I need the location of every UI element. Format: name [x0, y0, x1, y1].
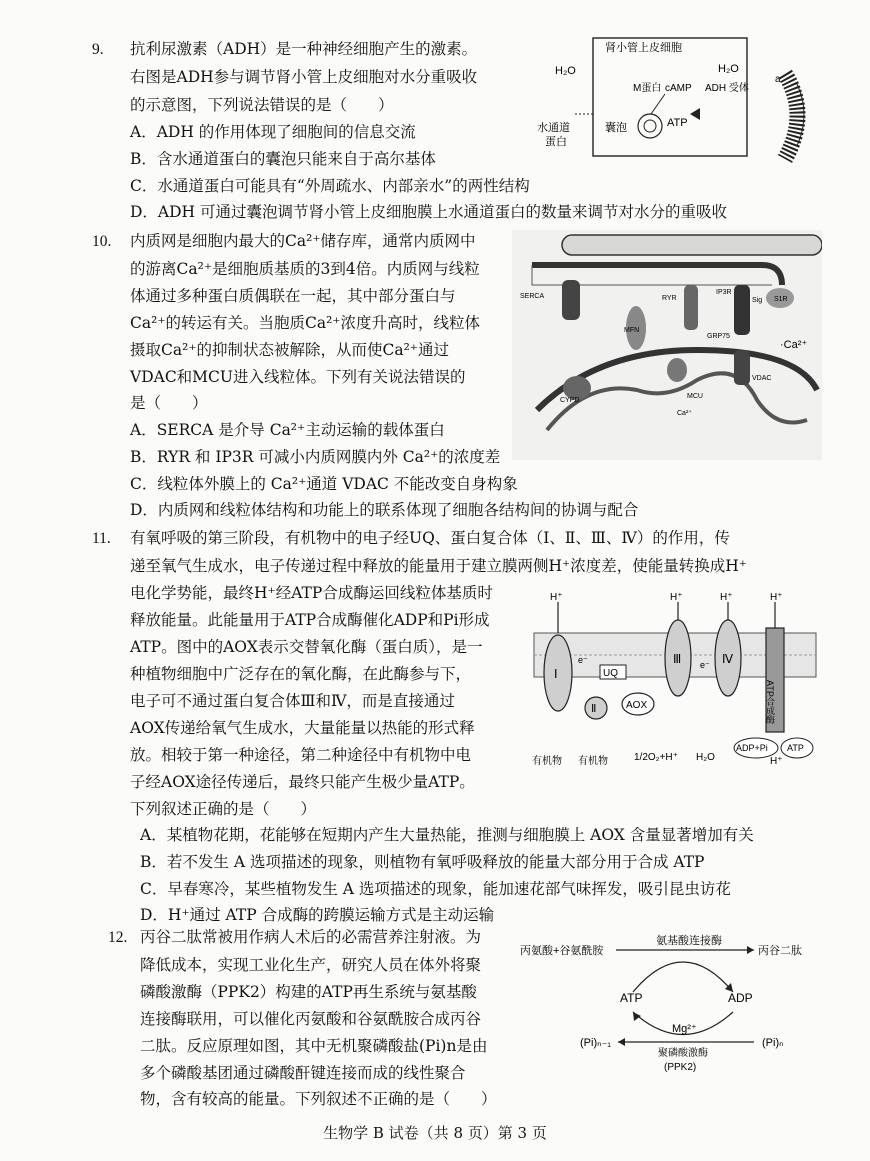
q10-option-a: A．SERCA 是介导 Ca²⁺主动运输的载体蛋白 — [130, 421, 445, 439]
top-arc — [633, 962, 733, 992]
ca-label: Ca²⁺ — [677, 410, 692, 417]
q9-adh-figure — [535, 34, 835, 164]
h2o-right-label: H₂O — [718, 63, 739, 75]
q9-stem-line2: 右图是ADH参与调节肾小管上皮细胞对水分重吸收 — [130, 68, 478, 86]
cell-label: 肾小管上皮细胞 — [605, 42, 682, 54]
q10-option-d: D．内质网和线粒体结构和功能上的联系体现了细胞各结构间的协调与配合 — [130, 501, 639, 519]
h2o-label: H₂O — [696, 752, 715, 763]
q9-stem-line3: 的示意图，下列说法错误的是（ ） — [130, 96, 394, 114]
grp75-label: GRP75 — [707, 333, 730, 340]
pi-n-label: (Pi)ₙ — [762, 1037, 784, 1049]
ip3r-shape — [734, 285, 750, 335]
q12-stem-line7: 物，含有较高的能量。下列叙述不正确的是（ ） — [140, 1090, 497, 1108]
signal-arrow — [651, 94, 665, 114]
q10-stem-line5: 摄取Ca²⁺的抑制状态被解除，从而使Ca²⁺通过 — [130, 341, 449, 359]
h-label-3: H⁺ — [670, 592, 683, 603]
complex-4-label: Ⅳ — [722, 652, 734, 666]
h-label-out: H⁺ — [770, 756, 783, 767]
q10-stem-line1: 内质网是细胞内最大的Ca²⁺储存库，通常内质网中 — [130, 232, 476, 250]
q11-etc-figure — [530, 588, 830, 770]
vesicle-shape — [638, 114, 662, 138]
q10-option-c: C．线粒体外膜上的 Ca²⁺通道 VDAC 不能改变自身构象 — [130, 475, 518, 493]
q10-stem-line7: 是（ ） — [130, 394, 208, 412]
adp-pi-label: ADP+Pi — [736, 743, 768, 753]
receptor-shape — [690, 108, 700, 120]
q10-er-mito-figure — [512, 230, 822, 460]
q9-stem-line1: 抗利尿激素（ADH）是一种神经细胞产生的激素。 — [130, 40, 478, 58]
complex-2-label: Ⅱ — [591, 703, 597, 715]
cypd-label: CYPD — [560, 397, 580, 404]
q11-stem-line1: 有氧呼吸的第三阶段，有机物中的电子经UQ、蛋白复合体（Ⅰ、Ⅱ、Ⅲ、Ⅳ）的作用，传 — [130, 529, 730, 547]
vesicle-inner — [644, 120, 656, 132]
top-arrowhead — [747, 946, 754, 954]
vdac-shape — [734, 350, 750, 385]
adp-label: ADP — [728, 991, 753, 1005]
q11-stem-line3: 电化学势能，最终H⁺经ATP合成酶运回线粒体基质时 — [130, 584, 493, 602]
q9-option-a: A．ADH 的作用体现了细胞间的信息交流 — [130, 123, 416, 141]
er-tube-top — [562, 235, 822, 255]
q9-option-d: D．ADH 可通过囊泡调节肾小管上皮细胞膜上水通道蛋白的数量来调节对水分的重吸收 — [130, 203, 727, 221]
channel-label-1: 水通道 — [537, 122, 570, 134]
complex-3-label: Ⅲ — [673, 652, 682, 666]
sig-label: Sig — [752, 297, 763, 304]
o2-label: 1/2O₂+H⁺ — [634, 752, 678, 763]
enzyme-bottom-label-2: (PPK2) — [664, 1062, 697, 1073]
ryr-label: RYR — [662, 295, 677, 302]
mcu-label: MCU — [687, 393, 703, 400]
q12-stem-line4: 连接酶联用，可以催化丙氨酸和谷氨酰胺合成丙谷 — [140, 1010, 482, 1028]
s1r-label: S1R — [774, 296, 788, 303]
electron-label-2: e⁻ — [700, 660, 710, 670]
q12-stem-line1: 丙谷二肽常被用作病人术后的必需营养注射液。为 — [140, 928, 482, 946]
q11-stem-line4: 释放能量。此能量用于ATP合成酶催化ADP和Pi形成 — [130, 611, 490, 629]
substrate-label: 丙氨酸+谷氨酰胺 — [520, 945, 604, 957]
q11-stem-line9: 放。相较于第一种途径，第二种途径中有机物中电 — [130, 746, 472, 764]
organic-label-2: 有机物 — [578, 756, 608, 767]
q10-option-b: B．RYR 和 IP3R 可减小内质网膜内外 Ca²⁺的浓度差 — [130, 448, 501, 466]
serca-label: SERCA — [520, 293, 545, 300]
enzyme-top-label: 氨基酸连接酶 — [656, 935, 722, 947]
pi-n1-label: (Pi)ₙ₋₁ — [580, 1037, 612, 1049]
atp-label: ATP — [667, 117, 688, 129]
product-label: 丙谷二肽 — [758, 945, 802, 957]
ca-out-label: ·Ca²⁺ — [780, 339, 808, 351]
organic-label-1: 有机物 — [532, 756, 562, 767]
adh-receptor-label: ADH 受体 — [705, 83, 749, 94]
electron-label-1: e⁻ — [578, 655, 588, 665]
h2o-left-label: H₂O — [555, 65, 576, 77]
uq-label: UQ — [603, 668, 618, 679]
q12-reaction-figure — [518, 930, 828, 1075]
complex-1-label: Ⅰ — [554, 667, 558, 681]
channel-label-2: 蛋白 — [545, 136, 567, 148]
mg-label: Mg²⁺ — [672, 1023, 697, 1035]
serca-shape — [562, 280, 580, 320]
q11-option-b: B．若不发生 A 选项描述的现象，则植物有氧呼吸释放的能量大部分用于合成 ATP — [140, 853, 705, 871]
q10-stem-line2: 的游离Ca²⁺是细胞质基质的3到4倍。内质网与线粒 — [130, 260, 480, 278]
q12-stem-line5: 二肽。反应原理如图，其中无机聚磷酸盐(Pi)n是由 — [140, 1037, 488, 1055]
q11-stem-line5: ATP。图中的AOX表示交替氧化酶（蛋白质），是一 — [130, 638, 483, 656]
q10-number: 10. — [92, 233, 112, 250]
q11-stem-line11: 下列叙述正确的是（ ） — [130, 800, 317, 818]
q11-stem-line8: AOX传递给氧气生成水，大量能量以热能的形式释 — [130, 719, 475, 737]
mfn-label: MFN — [624, 327, 640, 334]
q11-option-c: C．早春寒冷，某些植物发生 A 选项描述的现象，能加速花部气味挥发，吸引昆虫访花 — [140, 880, 731, 898]
vdac-label: VDAC — [752, 375, 772, 382]
q12-stem-line3: 磷酸激酶（PPK2）构建的ATP再生系统与氨基酸 — [140, 983, 477, 1001]
q11-stem-line7: 电子可不通过蛋白复合体Ⅲ和Ⅳ，而是直接通过 — [130, 692, 455, 710]
aox-label: AOX — [626, 700, 648, 711]
bottom-arrowhead — [618, 1038, 625, 1046]
ryr-shape — [684, 285, 698, 330]
q10-stem-line4: Ca²⁺的转运有关。当胞质Ca²⁺浓度升高时，线粒体 — [130, 314, 480, 332]
enzyme-bottom-label-1: 聚磷酸激酶 — [658, 1048, 708, 1059]
vesicle-label: 囊泡 — [605, 122, 627, 134]
m-protein-label: M蛋白 — [633, 83, 662, 94]
q11-stem-line2: 递至氧气生成水，电子传递过程中释放的能量用于建立膜两侧H⁺浓度差，使能量转换成H⁺ — [130, 557, 747, 575]
q11-stem-line6: 种植物细胞中广泛存在的氧化酶，在此酶参与下， — [130, 665, 472, 683]
atp-label: ATP — [620, 991, 643, 1005]
q11-option-a: A．某植物花期，花能够在短期内产生大量热能，推测与细胞膜上 AOX 含量显著增加有关 — [140, 826, 754, 844]
atp-synthase-label: ATP合成酶 — [765, 680, 775, 724]
complex-1-shape — [544, 635, 572, 711]
membrane-strip — [785, 74, 798, 159]
h-label-in: H⁺ — [770, 592, 783, 603]
q9-option-b: B．含水通道蛋白的囊泡只能来自于高尔基体 — [130, 150, 436, 168]
ip3r-label: IP3R — [716, 289, 732, 296]
cell-outline — [593, 38, 747, 156]
page-footer: 生物学 B 试卷（共 8 页）第 3 页 — [323, 1124, 547, 1142]
a-label: a — [775, 74, 781, 85]
q10-stem-line3: 体通过多种蛋白质偶联在一起，其中部分蛋白与 — [130, 287, 456, 305]
mcu-shape — [667, 358, 687, 382]
q12-number: 12. — [108, 929, 128, 946]
q11-stem-line10: 子经AOX途径传递后，最终只能产生极少量ATP。 — [130, 773, 475, 791]
h-label-1: H⁺ — [550, 592, 563, 603]
bottom-arc-head — [633, 1012, 641, 1021]
q12-stem-line6: 多个磷酸基团通过磷酸酐键连接而成的线性聚合 — [140, 1064, 466, 1082]
q10-stem-line6: VDAC和MCU进入线粒体。下列有关说法错误的 — [130, 368, 466, 386]
h-label-4: H⁺ — [720, 592, 733, 603]
q12-stem-line2: 降低成本，实现工业化生产，研究人员在体外将聚 — [140, 956, 482, 974]
atp-label: ATP — [787, 743, 804, 753]
q9-option-c: C．水通道蛋白可能具有“外周疏水、内部亲水”的两性结构 — [130, 177, 530, 195]
q11-number: 11. — [92, 530, 111, 547]
camp-label: cAMP — [665, 83, 692, 94]
q11-option-d: D．H⁺通过 ATP 合成酶的跨膜运输方式是主动运输 — [140, 906, 495, 924]
q9-number: 9. — [92, 41, 104, 58]
